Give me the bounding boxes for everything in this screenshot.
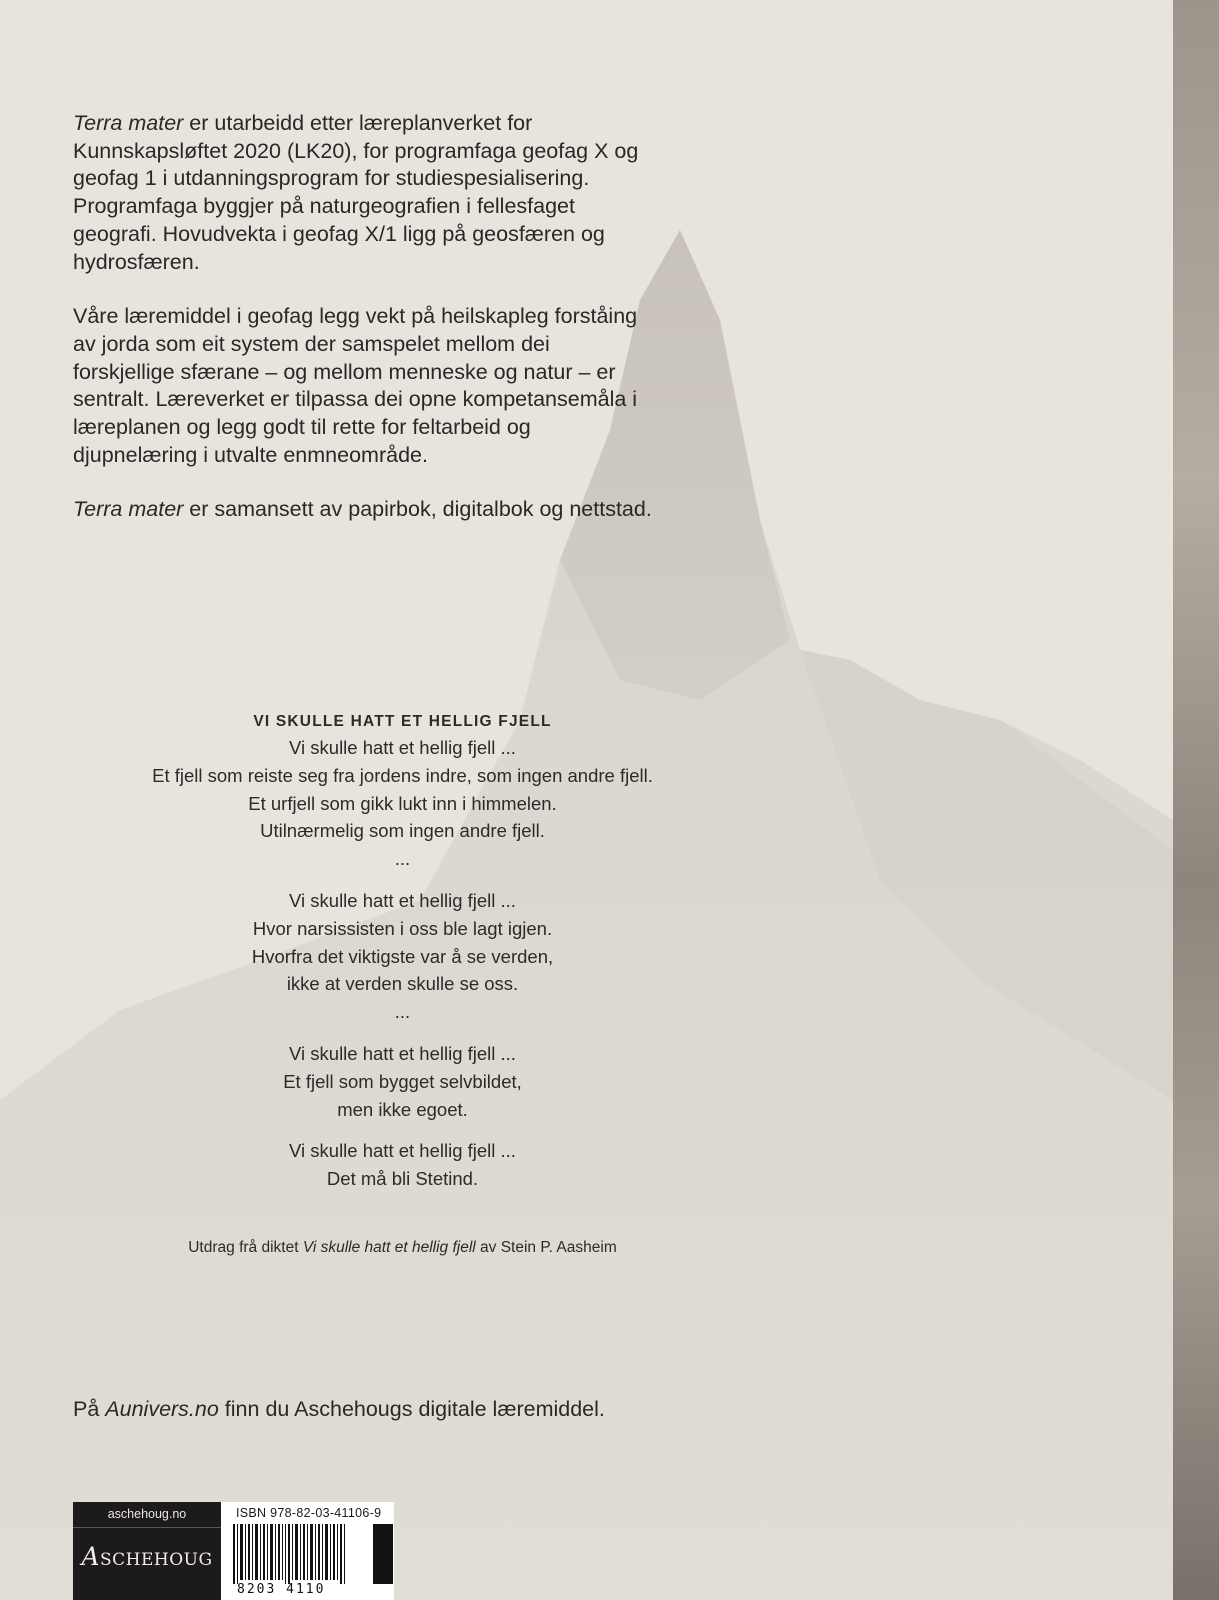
poem-line: Vi skulle hatt et hellig fjell ... bbox=[289, 737, 516, 758]
poem-line: Et fjell som bygget selvbildet, bbox=[283, 1070, 522, 1092]
poem-line: Et fjell som reiste seg fra jordens indre, som ingen andre fjell. bbox=[152, 764, 653, 786]
poem-line: ... bbox=[394, 1001, 411, 1023]
poem-line: men ikke egoet. bbox=[337, 1098, 468, 1120]
poem-stanza bbox=[130, 734, 675, 873]
isbn-label: ISBN 978-82-03-41106-9 bbox=[236, 1506, 382, 1520]
book-title-italic: Terra mater bbox=[73, 111, 184, 135]
poem-line: Det må bli Stetind. bbox=[326, 1168, 479, 1190]
aschehoug-logo: ASCHEHOUG bbox=[81, 1542, 213, 1571]
poem bbox=[130, 712, 675, 1207]
intro-paragraph-1: Terra mater er utarbeidd etter læreplanverket for Kunnskapsløftet 2020 (LK20), for programfaga geofag X og geofag 1 i utdanningsprogram for studiespesialisering. Programfaga byggjer på naturgeografien i fellesfaget geografi. Hovudvekta i geofag X/1 ligg på geosfæren og hydrosfæren. bbox=[73, 111, 639, 274]
intro-paragraph-2: Våre læremiddel i geofag legg vekt på heilskapleg forståing av jorda som eit system der samspelet mellom dei forskjellige sfærane – og mellom menneske og natur – er sentralt. Læreverket er tilpassa dei opne kompetansemåla i læreplanen og legg godt til rette for feltarbeid og djupnelæring i utvalte enmneområde. bbox=[73, 304, 638, 467]
isbn-barcode-block bbox=[221, 1502, 394, 1600]
barcode-digits: 8203 4110 bbox=[237, 1582, 326, 1597]
poem-line: Utilnærmelig som ingen andre fjell. bbox=[260, 820, 545, 842]
poem-line: Vi skulle hatt et hellig fjell ... bbox=[289, 1042, 516, 1064]
aunivers-site: Aunivers.no bbox=[105, 1397, 219, 1421]
intro-paragraph-3: Terra mater er samansett av papirbok, digitalbok og nettstad. bbox=[73, 497, 652, 522]
poem-line: Vi skulle hatt et hellig fjell ... bbox=[289, 1140, 516, 1162]
book-title-italic: Terra mater bbox=[73, 497, 184, 522]
poem-credit-title: Vi skulle hatt et hellig fjell bbox=[302, 1239, 476, 1256]
publisher-logo-block bbox=[73, 1502, 221, 1600]
aunivers-note: På Aunivers.no finn du Aschehougs digitale læremiddel. bbox=[73, 1397, 605, 1421]
divider bbox=[73, 1527, 221, 1528]
poem-line: Hvorfra det viktigste var å se verden, bbox=[251, 945, 554, 967]
barcode-icon bbox=[233, 1524, 393, 1584]
poem-title: VI SKULLE HATT ET HELLIG FJELL bbox=[253, 713, 552, 730]
poem-line: Hvor narsissisten i oss ble lagt igjen. bbox=[252, 917, 553, 939]
poem-credit: Utdrag frå diktet Vi skulle hatt et hellig fjell av Stein P. Aasheim bbox=[188, 1239, 617, 1256]
publisher-url: aschehoug.no bbox=[107, 1507, 187, 1521]
poem-line: Et urfjell som gikk lukt inn i himmelen. bbox=[248, 792, 557, 814]
poem-stanza bbox=[130, 887, 675, 1026]
intro-text bbox=[73, 110, 653, 551]
poem-stanza bbox=[130, 1040, 675, 1123]
poem-line: ... bbox=[394, 848, 411, 870]
poem-stanza bbox=[130, 1137, 675, 1193]
poem-line: Vi skulle hatt et hellig fjell ... bbox=[289, 889, 516, 911]
poem-line: ikke at verden skulle se oss. bbox=[286, 973, 519, 995]
